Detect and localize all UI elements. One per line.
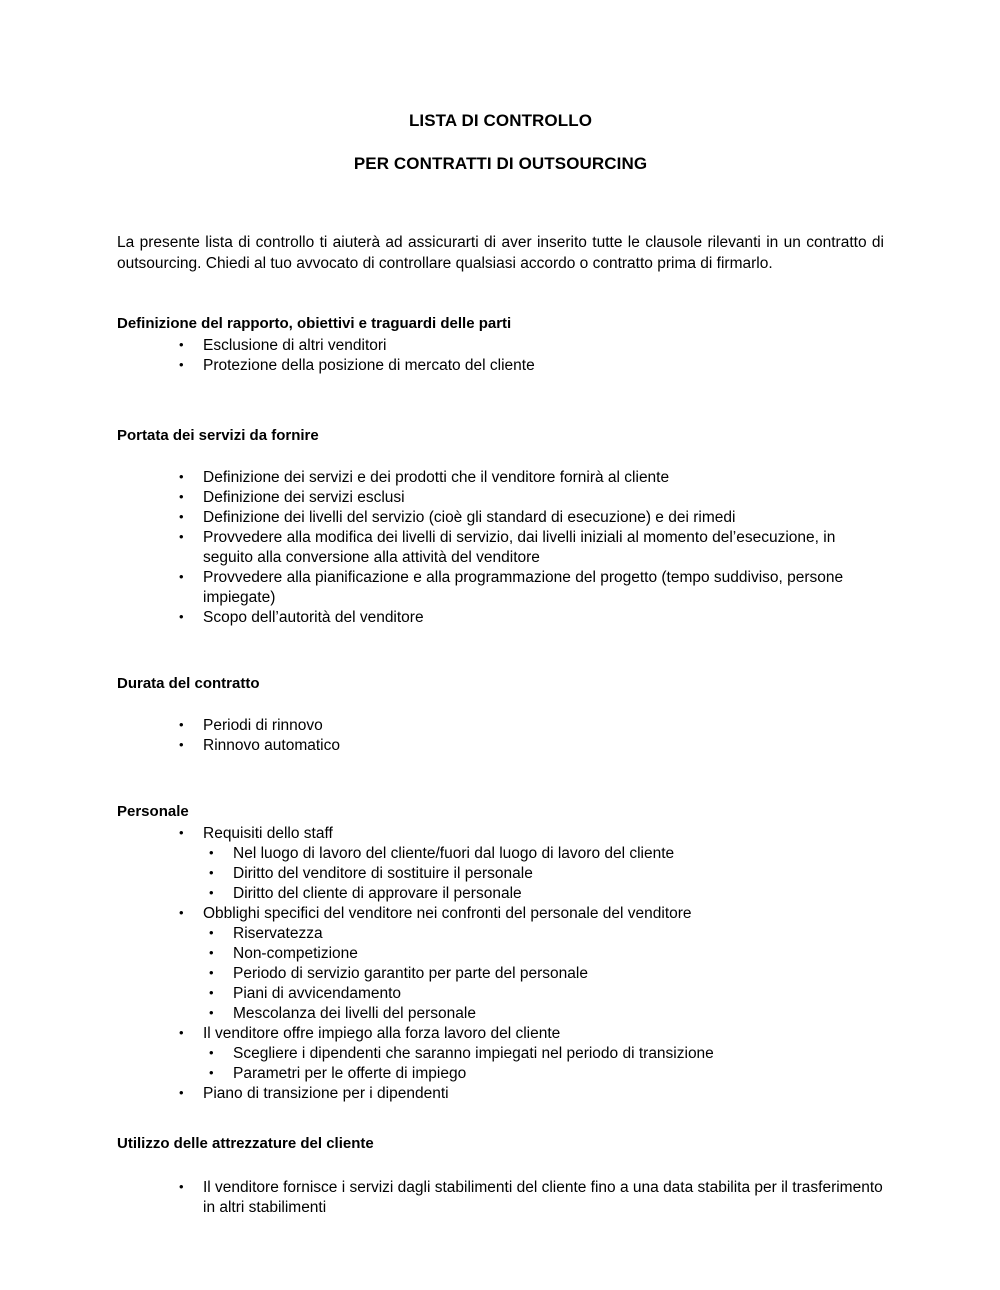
section-spacer (117, 756, 884, 802)
bullet-item (117, 716, 884, 736)
section-bullet-list (117, 1178, 884, 1218)
bullet-item (117, 736, 884, 756)
section-bullet-list (117, 336, 884, 376)
section-heading: Personale (117, 803, 189, 820)
bullet-item (117, 468, 884, 488)
bullet-item (117, 1178, 884, 1218)
bullet-item (117, 824, 884, 904)
bullet-item-label: Provvedere alla pianificazione e alla programmazione del progetto (tempo suddiviso, persone impiegate) (203, 569, 844, 606)
section-spacer (117, 628, 884, 674)
bullet-item-label: Periodi di rinnovo (203, 717, 323, 734)
bullet-item-label: Requisiti dello staff (203, 825, 333, 842)
sub-bullet-item (203, 924, 884, 944)
section-heading: Durata del contratto (117, 675, 260, 692)
sub-bullet-item (203, 944, 884, 964)
bullet-item (117, 528, 884, 568)
section-bullet-list (117, 716, 884, 756)
section-heading: Portata dei servizi da fornire (117, 427, 319, 444)
document-title-line-2: PER CONTRATTI DI OUTSOURCING (353, 154, 648, 173)
sub-bullet-item-label: Periodo di servizio garantito per parte del personale (233, 965, 588, 982)
sub-bullet-list (203, 1044, 884, 1084)
section-spacer (117, 274, 884, 314)
sub-bullet-list (203, 924, 884, 1024)
heading-list-spacer (117, 446, 884, 468)
sub-bullet-item (203, 1064, 884, 1084)
document-body (117, 112, 884, 1218)
sub-bullet-item (203, 984, 884, 1004)
bullet-item-label: Scopo dell’autorità del venditore (203, 609, 424, 626)
bullet-item-label: Definizione dei servizi esclusi (203, 489, 405, 506)
section-bullet-list (117, 824, 884, 1104)
bullet-item (117, 1024, 884, 1084)
bullet-item (117, 568, 884, 608)
section-heading: Definizione del rapporto, obiettivi e traguardi delle parti (117, 315, 512, 332)
heading-list-spacer (117, 694, 884, 716)
bullet-item (117, 508, 884, 528)
sections-container (117, 274, 884, 1218)
heading-list-spacer (117, 1154, 884, 1178)
sub-bullet-item (203, 844, 884, 864)
bullet-item-label: Protezione della posizione di mercato del cliente (203, 357, 535, 374)
sub-bullet-item-label: Diritto del venditore di sostituire il personale (233, 865, 533, 882)
bullet-item-label: Provvedere alla modifica dei livelli di servizio, dai livelli iniziali al momento del’esecuzione, in seguito alla conversione alla attività del venditore (203, 529, 836, 566)
bullet-item-label: Definizione dei servizi e dei prodotti che il venditore fornirà al cliente (203, 469, 670, 486)
document-title-line-1: LISTA DI CONTROLLO (408, 111, 593, 130)
sub-bullet-item (203, 1004, 884, 1024)
bullet-item (117, 608, 884, 628)
sub-bullet-item-label: Nel luogo di lavoro del cliente/fuori dal luogo di lavoro del cliente (233, 845, 675, 862)
section-bullet-list (117, 468, 884, 628)
sub-bullet-item (203, 864, 884, 884)
section-heading: Utilizzo delle attrezzature del cliente (117, 1135, 374, 1152)
bullet-item-label: Il venditore offre impiego alla forza lavoro del cliente (203, 1025, 561, 1042)
bullet-item-label: Definizione dei livelli del servizio (cioè gli standard di esecuzione) e dei rimedi (203, 509, 736, 526)
bullet-item (117, 1084, 884, 1104)
bullet-item (117, 356, 884, 376)
section-spacer (117, 1104, 884, 1134)
sub-bullet-item (203, 1044, 884, 1064)
sub-bullet-item-label: Parametri per le offerte di impiego (233, 1065, 467, 1082)
bullet-item (117, 904, 884, 1024)
bullet-item (117, 488, 884, 508)
bullet-item-label: Il venditore fornisce i servizi dagli stabilimenti del cliente fino a una data stabilita per il trasferimento in altri stabilimenti (203, 1179, 883, 1216)
bullet-item-label: Obblighi specifici del venditore nei confronti del personale del venditore (203, 905, 692, 922)
intro-paragraph: La presente lista di controllo ti aiuterà ad assicurarti di aver inserito tutte le clausole rilevanti in un contratto di outsourcing. Chiedi al tuo avvocato di controllare qualsiasi accordo o contratto prima di firmarlo. (117, 234, 884, 272)
sub-bullet-item-label: Non-competizione (233, 945, 358, 962)
sub-bullet-item (203, 884, 884, 904)
bullet-item-label: Rinnovo automatico (203, 737, 340, 754)
sub-bullet-item-label: Riservatezza (233, 925, 323, 942)
bullet-item-label: Piano di transizione per i dipendenti (203, 1085, 449, 1102)
sub-bullet-item-label: Scegliere i dipendenti che saranno impiegati nel periodo di transizione (233, 1045, 714, 1062)
sub-bullet-list (203, 844, 884, 904)
section-spacer (117, 376, 884, 426)
sub-bullet-item (203, 964, 884, 984)
bullet-item-label: Esclusione di altri venditori (203, 337, 387, 354)
sub-bullet-item-label: Diritto del cliente di approvare il personale (233, 885, 522, 902)
sub-bullet-item-label: Piani di avvicendamento (233, 985, 402, 1002)
bullet-item (117, 336, 884, 356)
sub-bullet-item-label: Mescolanza dei livelli del personale (233, 1005, 476, 1022)
